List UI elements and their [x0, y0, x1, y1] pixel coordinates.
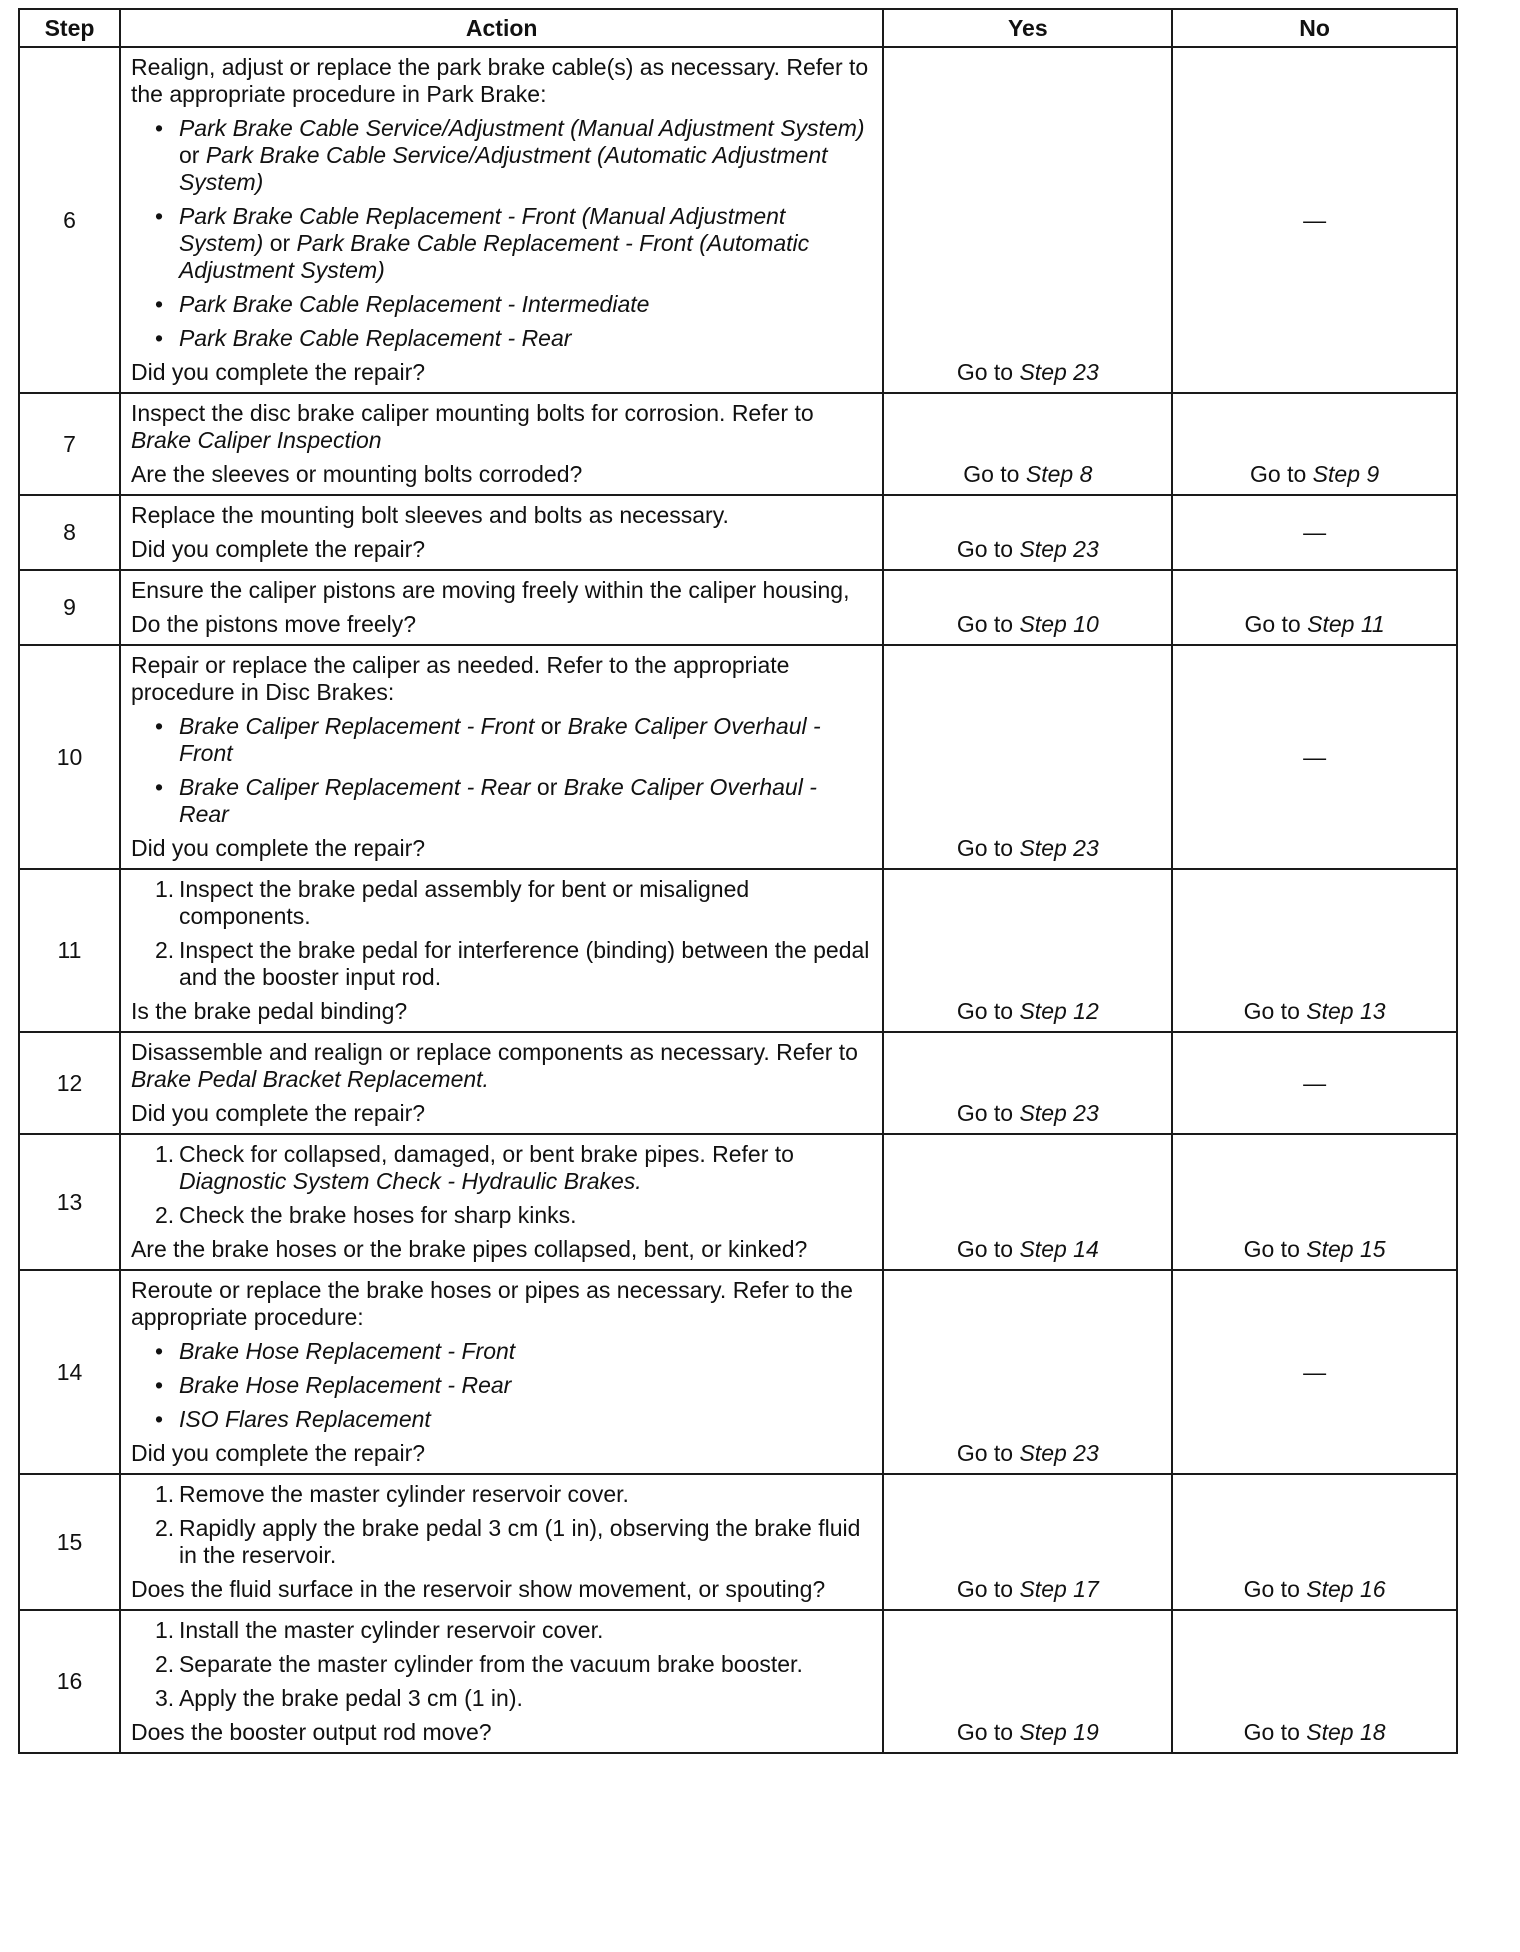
goto-step-link[interactable]: Step 10	[1019, 611, 1099, 637]
no-action-dash: —	[1303, 1069, 1327, 1096]
bullet-list	[131, 713, 872, 828]
numbered-item	[131, 1685, 872, 1712]
goto-prefix: Go to	[1243, 998, 1307, 1024]
numbered-list	[131, 1617, 872, 1712]
goto-step-link[interactable]: Step 23	[1019, 1100, 1099, 1126]
goto-prefix: Go to	[1243, 1719, 1307, 1745]
goto-step-link[interactable]: Step 17	[1019, 1576, 1099, 1602]
plain-text: Reroute or replace the brake hoses or pipes as necessary. Refer to the appropriate procedure:	[130, 1277, 853, 1330]
numbered-item	[131, 1617, 872, 1644]
plain-text: Check the brake hoses for sharp kinks.	[178, 1202, 577, 1228]
yes-result	[883, 570, 1172, 645]
goto-step-link[interactable]: Step 9	[1312, 461, 1380, 487]
plain-text: Replace the mounting bolt sleeves and bolts as necessary.	[130, 502, 729, 528]
action-intro	[131, 502, 872, 529]
item-number: 2.	[154, 1202, 175, 1228]
bullet-item	[131, 713, 872, 767]
goto-step-link[interactable]: Step 19	[1019, 1719, 1099, 1745]
reference-text: Brake Hose Replacement - Rear	[178, 1372, 512, 1398]
plain-text: or	[178, 142, 206, 168]
goto-prefix: Go to	[956, 1236, 1020, 1262]
action-question: Does the fluid surface in the reservoir show movement, or spouting?	[130, 1576, 826, 1602]
header-row	[19, 9, 1457, 47]
plain-text: Inspect the disc brake caliper mounting bolts for corrosion. Refer to	[130, 400, 814, 426]
item-number: 1.	[154, 1617, 175, 1643]
action-cell	[120, 570, 883, 645]
action-question: Did you complete the repair?	[130, 359, 426, 385]
yes-result	[883, 495, 1172, 570]
no-result	[1172, 1134, 1457, 1270]
plain-text: or	[263, 230, 297, 256]
table-row	[19, 47, 1457, 393]
yes-result	[883, 1610, 1172, 1753]
bullet-item	[131, 291, 872, 318]
yes-result	[883, 645, 1172, 869]
step-number: 13	[19, 1134, 120, 1270]
goto-step-link[interactable]: Step 15	[1306, 1236, 1386, 1262]
numbered-item	[131, 937, 872, 991]
plain-text: Inspect the brake pedal for interference (binding) between the pedal and the booster input rod.	[178, 937, 870, 990]
action-cell	[120, 1474, 883, 1610]
action-question: Did you complete the repair?	[130, 1440, 426, 1466]
goto-prefix: Go to	[956, 536, 1020, 562]
step-number: 14	[19, 1270, 120, 1474]
goto-step-link[interactable]: Step 14	[1019, 1236, 1099, 1262]
action-cell	[120, 1032, 883, 1134]
goto-prefix: Go to	[956, 359, 1020, 385]
table-row	[19, 645, 1457, 869]
reference-text: Brake Pedal Bracket Replacement.	[130, 1066, 489, 1092]
action-question: Are the brake hoses or the brake pipes collapsed, bent, or kinked?	[130, 1236, 808, 1262]
item-number: 2.	[154, 1651, 175, 1677]
yes-result	[883, 1270, 1172, 1474]
step-number: 9	[19, 570, 120, 645]
action-cell	[120, 495, 883, 570]
numbered-item	[131, 1651, 872, 1678]
goto-prefix: Go to	[1243, 1236, 1307, 1262]
reference-text: Diagnostic System Check - Hydraulic Brakes.	[178, 1168, 642, 1194]
action-intro	[131, 54, 872, 108]
step-number: 6	[19, 47, 120, 393]
header-action: Action	[120, 9, 883, 47]
goto-step-link[interactable]: Step 11	[1307, 611, 1385, 637]
plain-text: Check for collapsed, damaged, or bent brake pipes. Refer to	[178, 1141, 794, 1167]
reference-text: ISO Flares Replacement	[178, 1406, 431, 1432]
plain-text: Rapidly apply the brake pedal 3 cm (1 in), observing the brake fluid in the reservoir.	[178, 1515, 861, 1568]
step-number: 11	[19, 869, 120, 1032]
step-number: 12	[19, 1032, 120, 1134]
action-question: Did you complete the repair?	[130, 835, 426, 861]
reference-text: Park Brake Cable Replacement - Rear	[178, 325, 572, 351]
no-result	[1172, 869, 1457, 1032]
step-number: 10	[19, 645, 120, 869]
item-number: 1.	[154, 876, 175, 902]
no-result	[1172, 645, 1457, 869]
header-no: No	[1172, 9, 1457, 47]
goto-prefix: Go to	[956, 835, 1020, 861]
reference-text: Park Brake Cable Service/Adjustment (Automatic Adjustment System)	[178, 142, 828, 195]
table-row	[19, 495, 1457, 570]
reference-text: Brake Caliper Replacement - Front	[178, 713, 535, 739]
goto-step-link[interactable]: Step 12	[1019, 998, 1099, 1024]
goto-prefix: Go to	[956, 1100, 1020, 1126]
goto-prefix: Go to	[1243, 1576, 1307, 1602]
table-row	[19, 1270, 1457, 1474]
goto-prefix: Go to	[956, 1576, 1020, 1602]
bullet-item	[131, 774, 872, 828]
plain-text: Install the master cylinder reservoir cover.	[178, 1617, 604, 1643]
plain-text: Apply the brake pedal 3 cm (1 in).	[178, 1685, 523, 1711]
goto-prefix: Go to	[963, 461, 1026, 487]
action-question: Are the sleeves or mounting bolts corroded?	[130, 461, 583, 487]
header-step: Step	[19, 9, 120, 47]
table-row	[19, 1610, 1457, 1753]
table-row	[19, 869, 1457, 1032]
bullet-item	[131, 1338, 872, 1365]
no-result	[1172, 570, 1457, 645]
action-question: Do the pistons move freely?	[130, 611, 417, 637]
reference-text: Brake Caliper Inspection	[130, 427, 382, 453]
reference-text: Brake Caliper Replacement - Rear	[178, 774, 531, 800]
action-intro	[131, 1039, 872, 1093]
bullet-item	[131, 325, 872, 352]
goto-step-link[interactable]: Step 23	[1019, 1440, 1099, 1466]
action-cell	[120, 1610, 883, 1753]
plain-text: Repair or replace the caliper as needed. Refer to the appropriate procedure in Disc Brakes:	[130, 652, 790, 705]
no-result	[1172, 1032, 1457, 1134]
table-row	[19, 393, 1457, 495]
no-result	[1172, 1610, 1457, 1753]
action-cell	[120, 1134, 883, 1270]
step-number: 8	[19, 495, 120, 570]
no-result	[1172, 1270, 1457, 1474]
goto-prefix: Go to	[1244, 611, 1308, 637]
bullet-item	[131, 1372, 872, 1399]
goto-step-link[interactable]: Step 13	[1306, 998, 1386, 1024]
yes-result	[883, 1474, 1172, 1610]
goto-step-link[interactable]: Step 23	[1019, 835, 1099, 861]
bullet-item	[131, 203, 872, 284]
reference-text: Park Brake Cable Replacement - Front (Automatic Adjustment System)	[178, 230, 810, 283]
action-intro	[131, 400, 872, 454]
numbered-list	[131, 1141, 872, 1229]
bullet-list	[131, 115, 872, 352]
plain-text: Realign, adjust or replace the park brake cable(s) as necessary. Refer to the appropriate procedure in Park Brake:	[130, 54, 869, 107]
yes-result	[883, 47, 1172, 393]
plain-text: Remove the master cylinder reservoir cover.	[178, 1481, 629, 1507]
plain-text: or	[530, 774, 564, 800]
item-number: 1.	[154, 1481, 175, 1507]
action-cell	[120, 645, 883, 869]
reference-text: Park Brake Cable Replacement - Intermediate	[178, 291, 650, 317]
action-cell	[120, 869, 883, 1032]
bullet-item	[131, 115, 872, 196]
plain-text: Ensure the caliper pistons are moving freely within the caliper housing,	[130, 577, 850, 603]
yes-result	[883, 1032, 1172, 1134]
table-row	[19, 570, 1457, 645]
numbered-item	[131, 1141, 872, 1195]
plain-text: or	[534, 713, 568, 739]
action-question: Does the booster output rod move?	[130, 1719, 492, 1745]
action-cell	[120, 1270, 883, 1474]
diagnostic-table	[18, 8, 1458, 1754]
action-cell	[120, 47, 883, 393]
no-result	[1172, 393, 1457, 495]
goto-step-link[interactable]: Step 23	[1019, 536, 1099, 562]
yes-result	[883, 1134, 1172, 1270]
no-action-dash: —	[1303, 519, 1327, 545]
table-row	[19, 1134, 1457, 1270]
goto-step-link[interactable]: Step 18	[1306, 1719, 1386, 1745]
action-intro	[131, 1277, 872, 1331]
action-cell	[120, 393, 883, 495]
goto-prefix: Go to	[956, 611, 1020, 637]
goto-step-link[interactable]: Step 16	[1306, 1576, 1386, 1602]
action-question: Did you complete the repair?	[130, 1100, 426, 1126]
step-number: 16	[19, 1610, 120, 1753]
action-question: Is the brake pedal binding?	[130, 998, 408, 1024]
table-body	[19, 47, 1457, 1753]
no-action-dash: —	[1303, 743, 1327, 770]
action-intro	[131, 652, 872, 706]
numbered-list	[131, 876, 872, 991]
numbered-item	[131, 1481, 872, 1508]
plain-text: Separate the master cylinder from the vacuum brake booster.	[178, 1651, 803, 1677]
goto-step-link[interactable]: Step 23	[1019, 359, 1099, 385]
yes-result	[883, 393, 1172, 495]
no-result	[1172, 495, 1457, 570]
numbered-item	[131, 1202, 872, 1229]
reference-text: Park Brake Cable Replacement - Front (Manual Adjustment System)	[178, 203, 786, 256]
item-number: 1.	[154, 1141, 175, 1167]
item-number: 2.	[154, 1515, 175, 1541]
no-result	[1172, 1474, 1457, 1610]
action-question: Did you complete the repair?	[130, 536, 426, 562]
goto-prefix: Go to	[956, 1719, 1020, 1745]
reference-text: Brake Caliper Overhaul - Rear	[178, 774, 817, 827]
goto-prefix: Go to	[956, 998, 1020, 1024]
step-number: 7	[19, 393, 120, 495]
plain-text: Disassemble and realign or replace components as necessary. Refer to	[130, 1039, 858, 1065]
bullet-item	[131, 1406, 872, 1433]
item-number: 2.	[154, 937, 175, 963]
reference-text: Brake Hose Replacement - Front	[178, 1338, 516, 1364]
no-action-dash: —	[1303, 206, 1327, 233]
numbered-item	[131, 876, 872, 930]
plain-text: Inspect the brake pedal assembly for bent or misaligned components.	[178, 876, 750, 929]
numbered-list	[131, 1481, 872, 1569]
bullet-list	[131, 1338, 872, 1433]
numbered-item	[131, 1515, 872, 1569]
step-number: 15	[19, 1474, 120, 1610]
yes-result	[883, 869, 1172, 1032]
header-yes: Yes	[883, 9, 1172, 47]
goto-prefix: Go to	[956, 1440, 1020, 1466]
reference-text: Park Brake Cable Service/Adjustment (Manual Adjustment System)	[178, 115, 865, 141]
table-row	[19, 1474, 1457, 1610]
item-number: 3.	[154, 1685, 175, 1711]
goto-prefix: Go to	[1250, 461, 1313, 487]
action-intro	[131, 577, 872, 604]
table-row	[19, 1032, 1457, 1134]
procedure-page	[18, 8, 1458, 1754]
no-result	[1172, 47, 1457, 393]
reference-text: Brake Caliper Overhaul - Front	[178, 713, 821, 766]
no-action-dash: —	[1303, 1358, 1327, 1385]
goto-step-link[interactable]: Step 8	[1025, 461, 1093, 487]
